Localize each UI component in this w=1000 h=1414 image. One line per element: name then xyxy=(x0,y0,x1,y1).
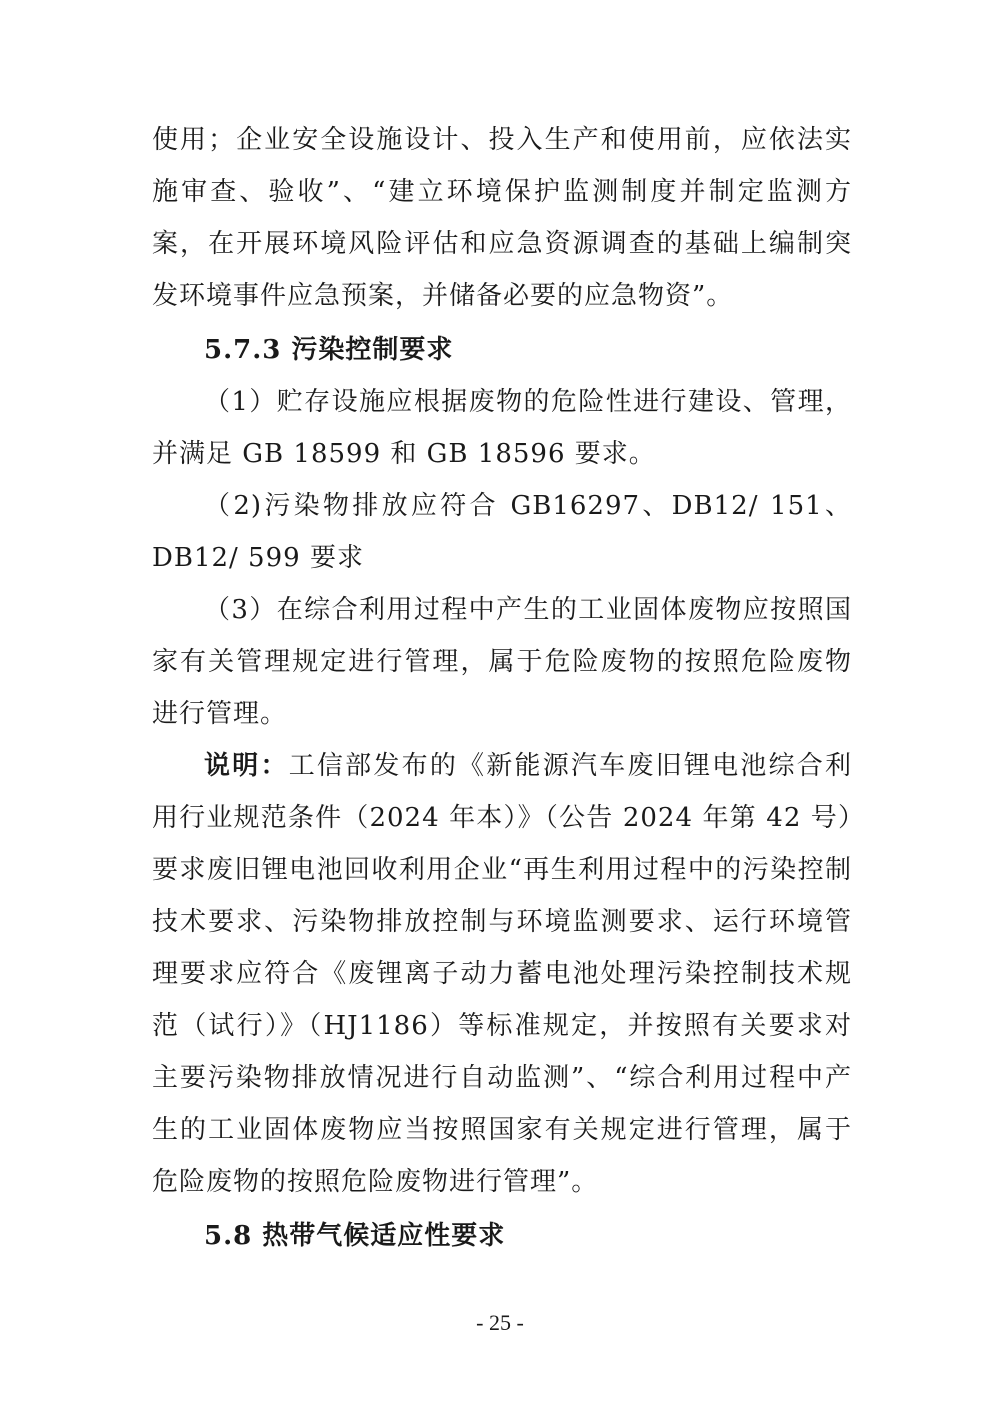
section-heading-5-8: 5.8 热带气候适应性要求 xyxy=(204,1221,506,1251)
explanation-label: 说明： xyxy=(204,751,289,781)
paragraph-continued: 使用；企业安全设施设计、投入生产和使用前，应依法实施审查、验收”、“建立环境保护监测制度并制定监测方案，在开展环境风险评估和应急资源调查的基础上编制突发环境事件应急预案，并储备必要的应急物资”。 xyxy=(152,125,852,311)
explanation-text: 工信部发布的《新能源汽车废旧锂电池综合利用行业规范条件（2024 年本）》（公告 2024 年第 42 号）要求废旧锂电池回收利用企业“再生利用过程中的污染控制技术要求、污染物排放控制与环境监测要求、运行环境管理要求应符合《废锂离子动力蓄电池处理污染控制技术规范（试行）》（HJ1186）等标准规定，并按照有关要求对主要污染物排放情况进行自动监测”、“综合利用过程中产生的工业固体废物应当按照国家有关规定进行管理，属于危险废物的按照危险废物进行管理”。 xyxy=(152,751,852,1197)
page-number: - 25 - xyxy=(476,1310,524,1335)
page-content xyxy=(152,114,852,1262)
list-item-3: （3）在综合利用过程中产生的工业固体废物应按照国家有关管理规定进行管理，属于危险废物的按照危险废物进行管理。 xyxy=(152,595,852,729)
section-heading-5-7-3: 5.7.3 污染控制要求 xyxy=(204,335,454,365)
explanation-paragraph xyxy=(152,740,852,1208)
list-item-2: （2)污染物排放应符合 GB16297、DB12/ 151、DB12/ 599 要求 xyxy=(152,491,852,573)
list-item-1: （1）贮存设施应根据废物的危险性进行建设、管理，并满足 GB 18599 和 GB 18596 要求。 xyxy=(152,387,852,469)
